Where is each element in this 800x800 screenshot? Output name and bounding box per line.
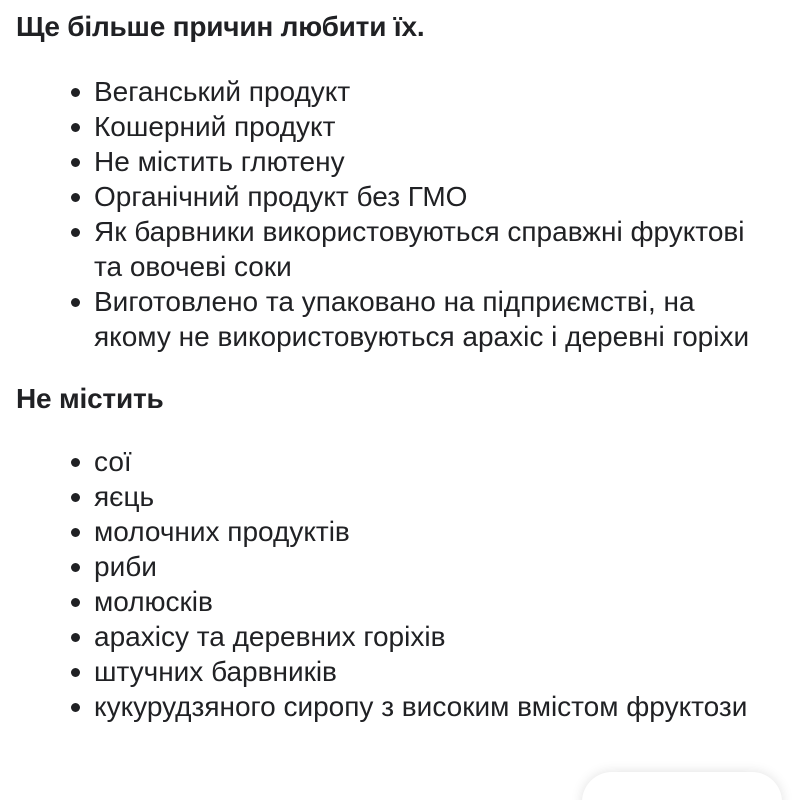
list-item: кукурудзяного сиропу з високим вмістом фруктози (94, 689, 786, 724)
floating-action-card[interactable] (582, 772, 782, 800)
list-item: Органічний продукт без ГМО (94, 179, 786, 214)
list-item: арахісу та деревних горіхів (94, 619, 786, 654)
list-item: яєць (94, 479, 786, 514)
reasons-list (16, 74, 786, 354)
section-heading-free-from: Не містить (16, 383, 164, 414)
list-item: штучних барвників (94, 654, 786, 689)
list-item: Не містить глютену (94, 144, 786, 179)
list-item: Виготовлено та упаковано на підприємстві, на якому не використовуються арахіс і деревні горіхи (94, 284, 786, 354)
list-item: риби (94, 549, 786, 584)
section-heading-reasons: Ще більше причин любити їх. (16, 11, 425, 42)
free-from-list (16, 444, 786, 724)
list-item: Як барвники використовуються справжні фруктові та овочеві соки (94, 214, 786, 284)
list-item: сої (94, 444, 786, 479)
list-item: молюсків (94, 584, 786, 619)
list-item: Веганський продукт (94, 74, 786, 109)
list-item: Кошерний продукт (94, 109, 786, 144)
list-item: молочних продуктів (94, 514, 786, 549)
product-details (16, 8, 786, 724)
